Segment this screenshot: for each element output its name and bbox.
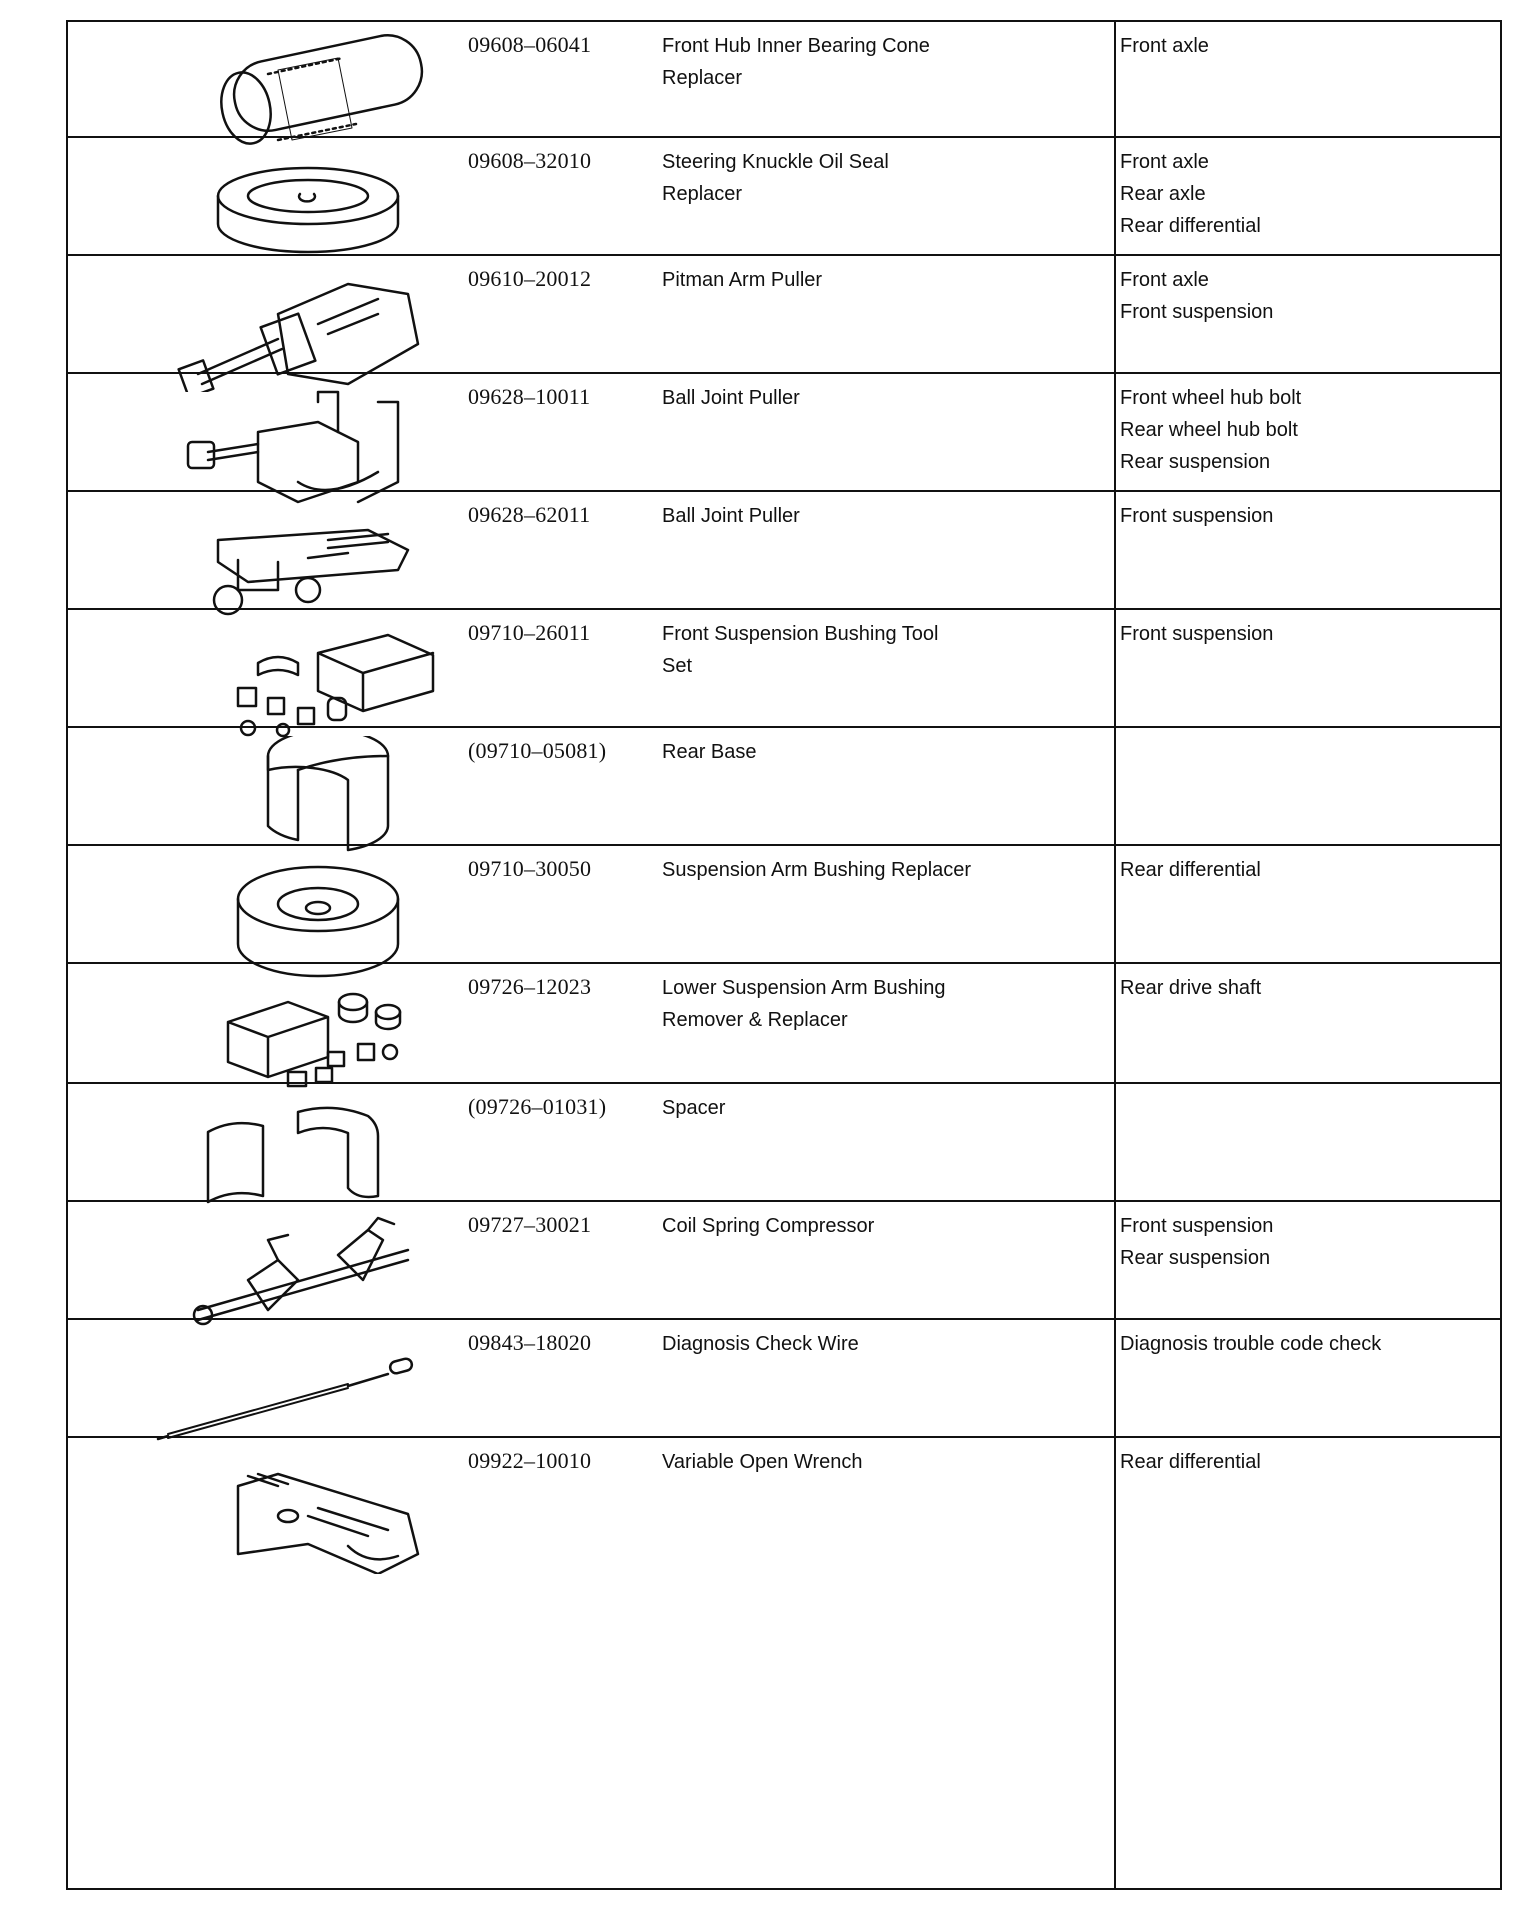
usage-list (1120, 1328, 1490, 1360)
part-number: 09710–26011 (468, 620, 591, 645)
usage-item: Front suspension (1120, 301, 1274, 323)
tool-name (662, 382, 1082, 414)
tool-name-line: Spacer (662, 1097, 726, 1119)
usage-item: Front axle (1120, 269, 1209, 291)
part-number: 09608–32010 (468, 148, 592, 173)
part-number: 09608–06041 (468, 32, 592, 57)
usage-item: Rear suspension (1120, 1247, 1271, 1269)
part-number: 09710–30050 (468, 856, 592, 881)
tool-name-line: Replacer (662, 67, 743, 89)
table-row (68, 492, 1500, 610)
tool-table (66, 20, 1502, 1890)
tool-name (662, 854, 1082, 886)
tool-name-line: Coil Spring Compressor (662, 1215, 875, 1237)
tool-name (662, 146, 1082, 210)
tool-name (662, 500, 1082, 532)
usage-item: Front wheel hub bolt (1120, 387, 1302, 409)
table-row (68, 1084, 1500, 1202)
tool-name-line: Remover & Replacer (662, 1009, 848, 1031)
tool-name (662, 264, 1082, 296)
usage-list (1120, 146, 1490, 242)
tool-name (662, 972, 1082, 1036)
usage-item: Rear differential (1120, 859, 1261, 881)
usage-list (1120, 30, 1490, 62)
part-number: 09610–20012 (468, 266, 592, 291)
tool-name-line: Variable Open Wrench (662, 1451, 863, 1473)
tool-name-line: Suspension Arm Bushing Replacer (662, 859, 972, 881)
usage-item: Rear suspension (1120, 451, 1271, 473)
part-number: 09843–18020 (468, 1330, 592, 1355)
usage-item: Front axle (1120, 35, 1209, 57)
table-row (68, 256, 1500, 374)
tool-name-line: Rear Base (662, 741, 757, 763)
part-number: (09710–05081) (468, 738, 607, 763)
tool-name (662, 1210, 1082, 1242)
tool-name-line: Front Hub Inner Bearing Cone (662, 35, 930, 57)
usage-list (1120, 500, 1490, 532)
table-row (68, 964, 1500, 1084)
table-row (68, 1438, 1500, 1890)
tool-name-line: Front Suspension Bushing Tool (662, 623, 939, 645)
tool-name (662, 736, 1082, 768)
usage-item: Front suspension (1120, 505, 1274, 527)
part-number: 09628–62011 (468, 502, 591, 527)
part-number: 09628–10011 (468, 384, 591, 409)
usage-item: Rear axle (1120, 183, 1206, 205)
tool-name-line: Ball Joint Puller (662, 505, 800, 527)
table-row (68, 728, 1500, 846)
part-number: 09726–12023 (468, 974, 592, 999)
tool-name (662, 1446, 1082, 1478)
usage-list (1120, 618, 1490, 650)
table-row (68, 374, 1500, 492)
usage-list (1120, 1446, 1490, 1478)
tool-name-line: Pitman Arm Puller (662, 269, 823, 291)
part-number: (09726–01031) (468, 1094, 607, 1119)
table-row (68, 22, 1500, 138)
tool-name-line: Lower Suspension Arm Bushing (662, 977, 946, 999)
usage-item: Rear differential (1120, 1451, 1261, 1473)
table-row (68, 1202, 1500, 1320)
usage-item: Rear drive shaft (1120, 977, 1262, 999)
tool-name-line: Steering Knuckle Oil Seal (662, 151, 889, 173)
tool-name-line: Replacer (662, 183, 743, 205)
usage-item: Diagnosis trouble code check (1120, 1333, 1382, 1355)
usage-list (1120, 382, 1490, 478)
tool-name-line: Ball Joint Puller (662, 387, 800, 409)
table-row (68, 610, 1500, 728)
usage-item: Rear wheel hub bolt (1120, 419, 1298, 441)
usage-list (1120, 1210, 1490, 1274)
part-number: 09727–30021 (468, 1212, 592, 1237)
usage-list (1120, 264, 1490, 328)
table-row (68, 1320, 1500, 1438)
usage-item: Front axle (1120, 151, 1209, 173)
usage-list (1120, 972, 1490, 1004)
tool-name (662, 618, 1082, 682)
table-row (68, 138, 1500, 256)
usage-item: Front suspension (1120, 1215, 1274, 1237)
tool-name (662, 30, 1082, 94)
open-wrench-icon (68, 1438, 548, 1890)
usage-list (1120, 854, 1490, 886)
tool-name (662, 1092, 1082, 1124)
tool-name (662, 1328, 1082, 1360)
tool-name-line: Set (662, 655, 693, 677)
tool-name-line: Diagnosis Check Wire (662, 1333, 859, 1355)
part-number: 09922–10010 (468, 1448, 592, 1473)
table-row (68, 846, 1500, 964)
usage-item: Rear differential (1120, 215, 1261, 237)
usage-item: Front suspension (1120, 623, 1274, 645)
